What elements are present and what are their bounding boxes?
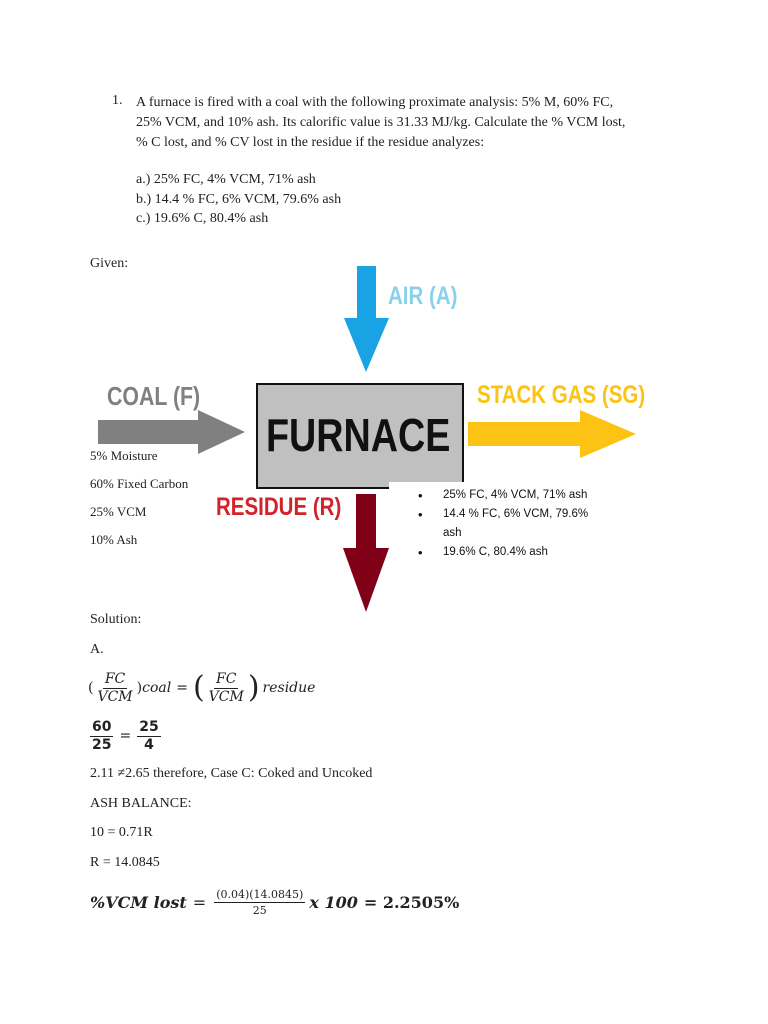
ash-balance-label: ASH BALANCE: [90,796,192,811]
frac-denominator: VCM [208,688,244,705]
right-numerator: 25 [139,718,159,735]
equals-sign: = [176,680,188,696]
residue-option-3: • 19.6% C, 80.4% ash [416,543,606,562]
furnace-label: FURNACE [266,409,451,461]
residue-word: residue [262,680,316,696]
coal-fixed-carbon: 60% Fixed Carbon [90,476,189,491]
coal-vcm: 25% VCM [90,504,147,519]
stack-gas-label: STACK GAS (SG) [477,381,646,409]
paren-open-1: ( [88,680,94,696]
coal-word: coal [142,680,172,696]
residue-option-2: • 14.4 % FC, 6% VCM, 79.6% ash [416,505,606,543]
given-label: Given: [90,256,129,271]
right-fraction [137,719,160,754]
problem-line-2: 25% VCM, and 10% ash. Its calorific value is 31.33 MJ/kg. Calculate the % VCM lost, [136,115,626,130]
coal-label: COAL (F) [107,381,201,411]
coal-ash: 10% Ash [90,532,138,547]
coal-analysis [90,442,188,554]
ratio-equation [88,668,315,708]
paren-close-1: ) [136,680,143,696]
vcm-lost-lhs: %VCM lost [90,892,187,912]
vcm-numerator: (0.04)(14.0845) [216,887,304,901]
frac-denominator: VCM [97,688,133,705]
ash-equation: 10 = 0.71R [90,825,153,840]
residue-label: RESIDUE (R) [216,493,342,521]
residue-option-1: • 25% FC, 4% VCM, 71% ash [416,486,606,505]
frac-numerator: FC [104,670,126,687]
air-label: AIR (A) [388,282,458,310]
fc-vcm-fraction-coal [95,671,134,706]
comparison-note: 2.11 ≠2.65 therefore, Case C: Coked and Uncoked [90,766,373,781]
equals-sign: = [119,728,132,744]
residue-arrow [343,494,389,612]
residue-options-list [416,486,606,562]
vcm-lost-equation [90,880,459,924]
vcm-result: = 2.2505% [363,892,460,912]
numeric-ratio-equation [88,716,163,756]
left-fraction [90,719,113,754]
option-b: b.) 14.4 % FC, 6% VCM, 79.6% ash [136,191,342,207]
part-label: A. [90,642,104,657]
solution-label: Solution: [90,612,142,627]
left-denominator: 25 [92,736,112,753]
equals-sign: = [192,892,207,912]
air-arrow [344,266,389,372]
residue-value: R = 14.0845 [90,855,160,870]
fc-vcm-fraction-residue [207,671,246,706]
paren-close-2: ) [247,670,260,705]
option-a: a.) 25% FC, 4% VCM, 71% ash [136,172,316,187]
problem-line-3: % C lost, and % CV lost in the residue if the residue analyzes: [136,135,485,150]
right-denominator: 4 [144,736,154,753]
problem-line-1: A furnace is fired with a coal with the following proximate analysis: 5% M, 60% FC, [136,95,614,110]
left-numerator: 60 [92,718,112,735]
vcm-fraction [214,887,305,918]
coal-moisture: 5% Moisture [90,448,158,463]
paren-open-2: ( [192,670,205,705]
option-c: c.) 19.6% C, 80.4% ash [136,211,269,226]
stack-gas-arrow [468,410,636,458]
times-hundred: x 100 [309,892,358,912]
vcm-denominator: 25 [252,903,267,917]
frac-numerator: FC [216,670,237,687]
problem-number: 1. [112,93,123,108]
